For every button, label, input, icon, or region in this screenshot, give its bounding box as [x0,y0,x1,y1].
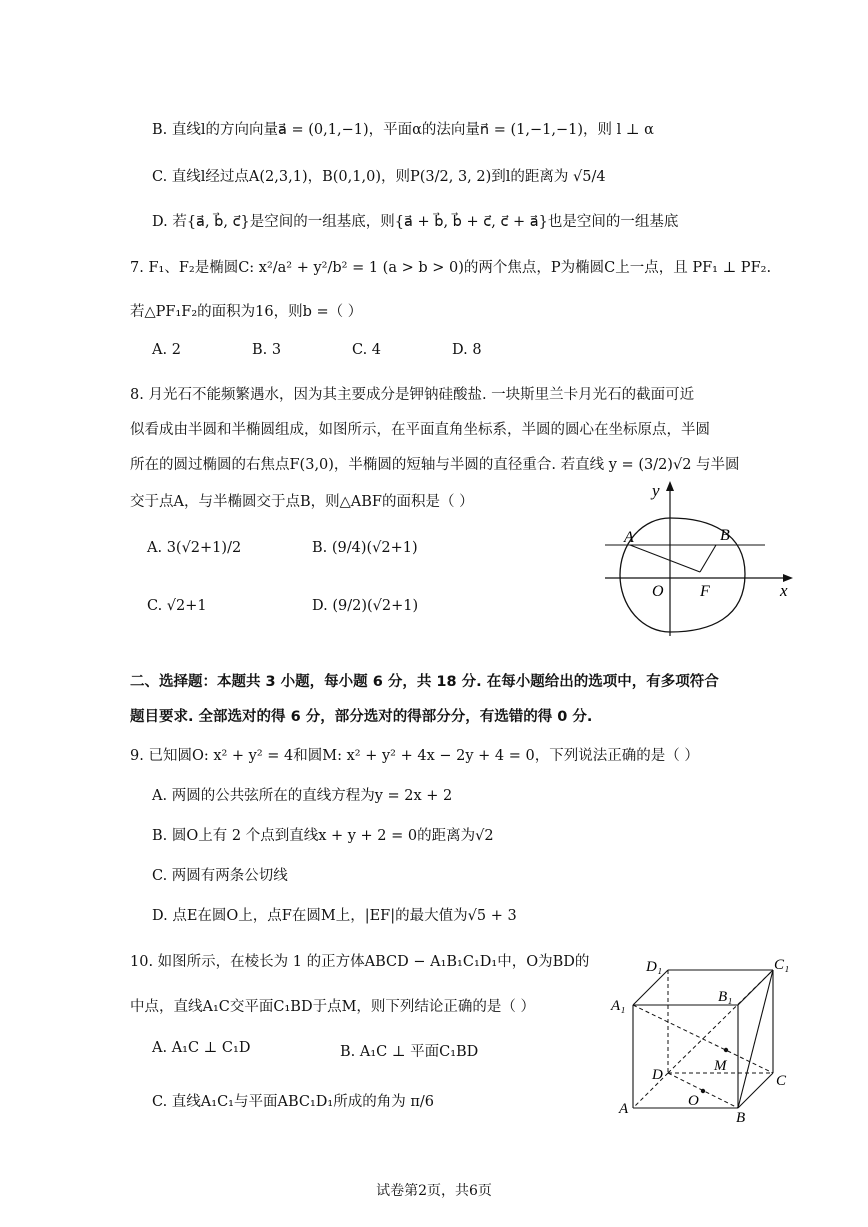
diagonal-a1c [633,1005,773,1073]
q9-option-a: A. 两圆的公共弦所在的直线方程为y = 2x + 2 [152,788,453,804]
q7-stem-line2: 若△PF₁F₂的面积为16，则b =（ ） [130,304,363,320]
q10-option-c: C. 直线A₁C₁与平面ABC₁D₁所成的角为 π/6 [152,1094,434,1110]
label-d: D [652,1067,663,1083]
q9-stem: 9. 已知圆O: x² + y² = 4和圆M: x² + y² + 4x − 2y + 4 = 0，下列说法正确的是（ ） [130,748,699,764]
q6-option-d: D. 若{a⃗, b⃗, c⃗}是空间的一组基底，则{a⃗ + b⃗, b⃗ + c⃗, c⃗ + a⃗}也是空间的一组基底 [152,214,679,230]
q10-cube-figure [608,955,798,1125]
label-b: B [736,1110,746,1125]
label-o: O [688,1093,699,1109]
q9-option-d: D. 点E在圆O上，点F在圆M上，|EF|的最大值为√5 + 3 [152,908,517,924]
label-f: F [700,583,710,600]
label-d1: D₁ [646,959,663,975]
q8-stem-line1: 8. 月光石不能频繁遇水，因为其主要成分是钾钠硅酸盐. 一块斯里兰卡月光石的截面可近 [130,387,695,403]
page-footer: 试卷第2页，共6页 [376,1183,492,1199]
q7-option-d: D. 8 [452,342,482,358]
point-m [724,1048,728,1052]
y-axis-arrow-icon [666,481,674,491]
section2-heading-line1: 二、选择题：本题共 3 小题，每小题 6 分，共 18 分. 在每小题给出的选项中，有多项符合 [130,674,719,690]
edge-d1a1 [633,970,668,1005]
label-o: O [652,583,664,600]
segment-af [630,545,700,572]
q10-stem-line2: 中点，直线A₁C交平面C₁BD于点M，则下列结论正确的是（ ） [130,999,536,1015]
q8-option-c: C. √2+1 [147,598,207,614]
diagonal-bc1 [738,970,773,1108]
q10-option-a: A. A₁C ⊥ C₁D [152,1040,251,1056]
q8-stem-line4: 交于点A，与半椭圆交于点B，则△ABF的面积是（ ） [130,494,474,510]
section2-heading-line2: 题目要求. 全部选对的得 6 分，部分选对的得部分分，有选错的得 0 分. [130,709,593,725]
q10-option-b: B. A₁C ⊥ 平面C₁BD [340,1044,479,1060]
label-a: A [624,529,634,546]
edge-bc [738,1073,773,1108]
label-c: C [776,1073,787,1089]
q8-stem-line2: 似看成由半圆和半椭圆组成，如图所示，在平面直角坐标系，半圆的圆心在坐标原点，半圆 [130,422,710,438]
label-x: x [780,581,788,600]
q8-moonstone-figure [600,478,800,638]
label-m: M [714,1058,727,1074]
point-o [701,1089,705,1093]
label-b1: B₁ [718,989,733,1005]
segment-bf [700,545,716,572]
q8-option-d: D. (9/2)(√2+1) [312,598,419,614]
q9-option-c: C. 两圆有两条公切线 [152,868,288,884]
q8-stem-line3: 所在的圆过椭圆的右焦点F(3,0)，半椭圆的短轴与半圆的直径重合. 若直线 y = (3/2)√2 与半圆 [130,457,740,473]
q10-stem-line1: 10. 如图所示，在棱长为 1 的正方体ABCD − A₁B₁C₁D₁中，O为BD的 [130,954,590,970]
label-c1: C₁ [774,957,790,973]
label-a: A [619,1101,629,1117]
q7-option-b: B. 3 [252,342,282,358]
q7-stem-line1: 7. F₁、F₂是椭圆C: x²/a² + y²/b² = 1 (a > b > 0)的两个焦点，P为椭圆C上一点，且 PF₁ ⊥ PF₂. [130,260,772,276]
q6-option-b: B. 直线l的方向向量a⃗ = (0,1,−1)，平面α的法向量n⃗ = (1,−1,−1)，则 l ⊥ α [152,122,654,138]
label-a1: A₁ [611,998,626,1014]
label-b: B [720,527,730,544]
q9-option-b: B. 圆O上有 2 个点到直线x + y + 2 = 0的距离为√2 [152,828,494,844]
q8-option-b: B. (9/4)(√2+1) [312,540,418,556]
q8-option-a: A. 3(√2+1)/2 [147,540,242,556]
label-y: y [652,481,660,500]
q6-option-c: C. 直线l经过点A(2,3,1)，B(0,1,0)，则P(3/2, 3, 2)到l的距离为 √5/4 [152,169,606,185]
q7-option-a: A. 2 [152,342,181,358]
q7-option-c: C. 4 [352,342,382,358]
